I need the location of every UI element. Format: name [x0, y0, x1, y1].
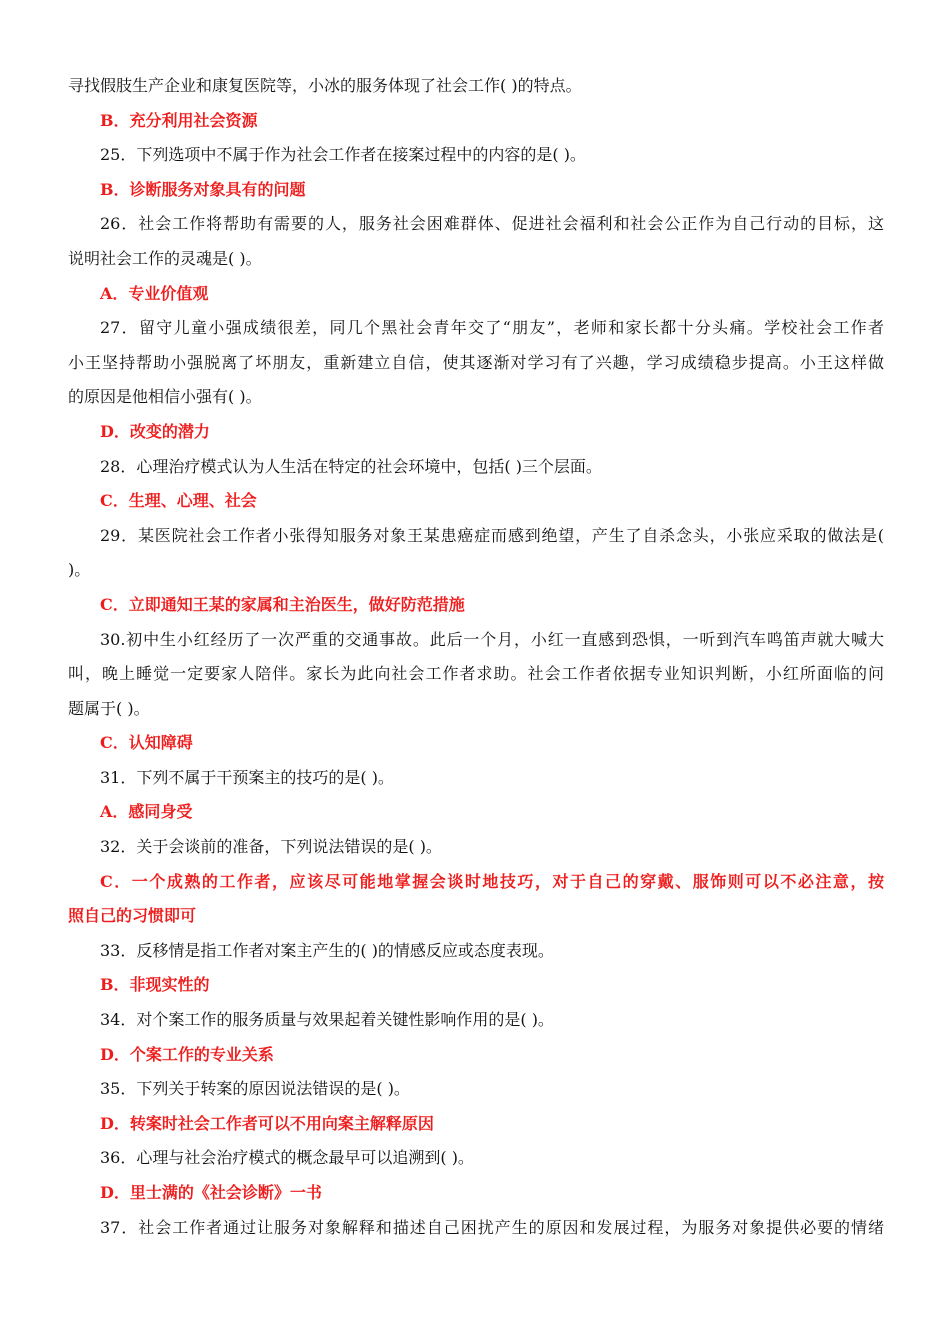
answer-line: 照自己的习惯即可	[68, 906, 197, 926]
answer-line: D．转案时社会工作者可以不用向案主解释原因	[100, 1113, 434, 1133]
answer-line: B．充分利用社会资源	[100, 110, 258, 130]
question-line: 叫，晚上睡觉一定要家人陪伴。家长为此向社会工作者求助。社会工作者依据专业知识判断，小红所面临的问	[68, 664, 884, 684]
question-line: 说明社会工作的灵魂是( )。	[68, 248, 262, 268]
answer-line: B．诊断服务对象具有的问题	[100, 179, 306, 199]
answer-line: D．改变的潜力	[100, 421, 210, 441]
question-line: 30.初中生小红经历了一次严重的交通事故。此后一个月，小红一直感到恐惧，一听到汽车鸣笛声就大喊大	[100, 629, 884, 649]
question-line: 37．社会工作者通过让服务对象解释和描述自己困扰产生的原因和发展过程，为服务对象提供必要的情绪	[100, 1217, 884, 1237]
question-line: 的原因是他相信小强有( )。	[68, 387, 262, 407]
document-page	[68, 69, 884, 1245]
answer-line: C．一个成熟的工作者，应该尽可能地掌握会谈时地技巧，对于自己的穿戴、服饰则可以不必注意，按	[100, 871, 884, 891]
answer-line: D．里士满的《社会诊断》一书	[100, 1183, 322, 1202]
question-line: 33．反移情是指工作者对案主产生的( )的情感反应或态度表现。	[100, 940, 554, 960]
question-line: 31．下列不属于干预案主的技巧的是( )。	[100, 767, 394, 787]
question-line: 35．下列关于转案的原因说法错误的是( )。	[100, 1079, 410, 1099]
answer-line: B．非现实性的	[100, 975, 210, 995]
question-line: 题属于( )。	[68, 698, 150, 718]
question-line: 29．某医院社会工作者小张得知服务对象王某患癌症而感到绝望，产生了自杀念头，小张应采取的做法是(	[100, 525, 884, 545]
question-line: 34．对个案工作的服务质量与效果起着关键性影响作用的是( )。	[100, 1010, 554, 1030]
question-line: 小王坚持帮助小强脱离了坏朋友，重新建立自信，使其逐渐对学习有了兴趣，学习成绩稳步提高。小王这样做	[68, 352, 884, 372]
answer-line: A．专业价值观	[100, 283, 209, 303]
answer-line: C．生理、心理、社会	[100, 491, 257, 511]
question-line: 26．社会工作将帮助有需要的人，服务社会困难群体、促进社会福利和社会公正作为自己行动的目标，这	[100, 214, 884, 234]
answer-line: D．个案工作的专业关系	[100, 1044, 274, 1064]
question-line: 36．心理与社会治疗模式的概念最早可以追溯到( )。	[100, 1148, 474, 1168]
answer-line: A．感同身受	[100, 802, 193, 822]
answer-line: C．立即通知王某的家属和主治医生，做好防范措施	[100, 594, 465, 614]
question-line: 25．下列选项中不属于作为社会工作者在接案过程中的内容的是( )。	[100, 145, 586, 165]
question-line: )。	[68, 560, 91, 580]
question-line: 寻找假肢生产企业和康复医院等，小冰的服务体现了社会工作( )的特点。	[68, 76, 582, 95]
question-line: 28．心理治疗模式认为人生活在特定的社会环境中，包括( )三个层面。	[100, 456, 602, 476]
answer-line: C．认知障碍	[100, 733, 193, 753]
question-line: 32．关于会谈前的准备，下列说法错误的是( )。	[100, 837, 442, 857]
question-line: 27．留守儿童小强成绩很差，同几个黑社会青年交了“朋友”，老师和家长都十分头痛。学校社会工作者	[100, 318, 884, 338]
